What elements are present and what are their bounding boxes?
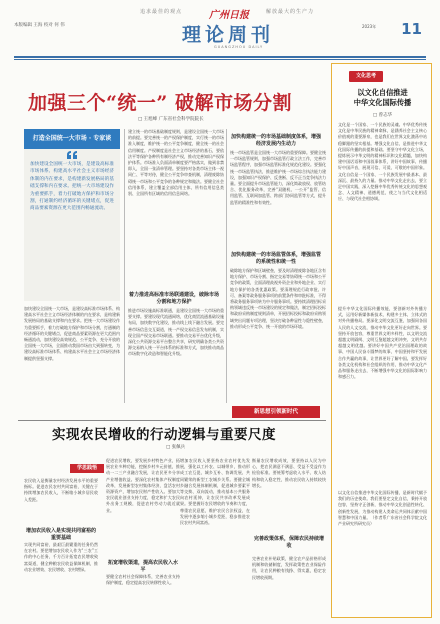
article1-body-col2-lower: 推进市场设施高标准联通，是建设全国统一大市场的重要支撑。要建设现代流通网络，优化商贸流通基础设施布局，加快数字化建设，推动线上线下融合发展。要完善市场信息交互渠道，统一产权交易信息发布机制，实现全国产权交易市场联通。要推动交易平台优化升级，深化公共资源交易平台整合共享，研究明确各类公共资源交易纳入统一平台体系的标准和方式，加快推动商品市场数字化改造和智能化升级。	[128, 308, 224, 357]
page-number: 11	[401, 20, 422, 38]
section-title-en: GUANGZHOU DAILY	[214, 45, 264, 49]
sidebar-header: 打造全国统一大市场 · 专家谈	[24, 129, 120, 149]
article2-body-col4-lower: 完善农业补贴政策，健全农产品价格形成机制和收储制度，发挥政策性农业保险作用，让农民种粮有钱挣、得实惠，稳定农民增收预期。	[252, 556, 326, 580]
article1-subhead-1: 加快构建统一的市场基础制度体系，增强经济发展内生动力	[230, 134, 321, 147]
banner-new-era: 新思想引领新时代	[232, 406, 320, 418]
right-headline-line1: 以文化自信推进	[357, 88, 408, 97]
right-body-1: 文化是一个国家、一个民族的灵魂。中华优秀传统文化是中华民族的精神命脉，是涵养社会主义核心价值观的重要源泉，也是我们在世界文化激荡中站稳脚跟的坚实根基。增强文化自信，是推进中华文化国际传播的前提和基础。要坚守中华文化立场，提炼展示中华文明的精神标识和文化精髓，加快构建中国话语和中国叙事体系，讲好中国故事、传播好中国声音，展现可信、可爱、可敬的中国形象。文化自信是一个国家、一个民族发展中最基本、最深沉、最持久的力量。推动中华文化走出去，要立足中国实践，深入挖掘中华优秀传统文化的思想观念、人文精神、道德规范，使之与当代文化相适应、与现代社会相协调。	[338, 122, 427, 202]
right-headline-line2: 中华文化国际传播	[353, 98, 412, 107]
article2-subhead-1: 增加农民收入是实现共同富裕的重要基础	[25, 528, 96, 541]
section-divider	[18, 420, 326, 421]
right-body-2: 提升中华文化国际传播效能，要创新对外传播方式，运用好新媒体新技术，构建多主体、立体式的对外传播格局。要深化文明交流互鉴，加强同各国人民的人文交流，推动中华文化更好走向世界。要坚持开放包容，尊重世界文明多样性，以文明交流超越文明隔阂、文明互鉴超越文明冲突、文明共存超越文明优越。要讲好中国共产党治国理政的故事、中国人民奋斗圆梦的故事、中国坚持和平发展合作共赢的故事，让世界更好了解中国。要发挥好各类文化机构和社会组织的作用，推动中华文化产品和服务走出去，不断增强中华文化的国际影响力和感召力。	[338, 306, 427, 380]
masthead-rule	[14, 56, 426, 58]
newspaper-logo: 广州日报	[209, 10, 249, 21]
byline-article2: □ 张佩兵	[166, 445, 186, 450]
col-divider-2	[226, 129, 227, 403]
headline-article1: 加强三个“统一” 破解市场分割	[28, 92, 292, 114]
article2-body-col4: 衡量农民增收成效，要坚持以人民为中心，把农民满意不满意、受益不受益作为检验标准。要统筹考虑收入水平、收入结构和收入稳定性，推动农民收入持续较快增长。	[252, 458, 326, 488]
masthead	[14, 6, 426, 52]
byline-article1: □ 王旭峰 广东省社会科学院院长	[138, 117, 204, 122]
section-title: 理论周刊	[182, 24, 275, 46]
article1-body-col1-lower: 加快建设全国统一大市场，是建设高标准市场体系、构建高水平社会主义市场经济体制的内在要求，是构建新发展格局的基础支撑和内在要求。把统一大市场建设作为重要抓手，着力打破地方保护和市场分割，打通制约经济循环的关键堵点，促进商品要素资源在更大范围内畅通流动，加快建设高效规范、公平竞争、充分开放的全国统一大市场，全面推动我国市场由大到强转变，为建设高标准市场体系、构建高水平社会主义市场经济体制提供坚强支撑。	[24, 306, 120, 361]
article2-body-col1-lower: 实现共同富裕，最艰巨最繁重的任务仍然在农村。要把增加农民收入作为“三农”工作的中心任务，千方百计拓宽农民增收致富渠道，健全种粮农民收益保障机制，推动农业增效、农民增收、农村增绿。	[24, 542, 98, 572]
slogan-left: 追求最佳的观点	[140, 9, 183, 15]
column-tag: 文化思考	[349, 71, 383, 82]
right-column-article	[331, 63, 432, 618]
article1-body-col3-lower: 破除地方保护和区域壁垒，要及时清理废除各地区含有地方保护、市场分割、指定交易等妨碍统一市场和公平竞争的政策，全面清理歧视外资企业和外地企业、实行地方保护的各类优惠政策。要清理规范行政审批、许可、备案等政务服务事项的前置条件和审批标准，不得将政务服务事项转为中介服务事项。要持续清理招标采购领域违反统一市场建设的规定和做法，制定招标投标和政府采购制度规则清单，开展招标投标和政府采购领域突出问题专项治理，坚决打破各种显性与隐性壁垒，推动形成公平竞争、统一开放的市场环境。	[230, 268, 326, 329]
sidebar-box	[24, 129, 120, 301]
article2-subhead-3: 完善政策体系，保障农民持续增收	[253, 536, 324, 549]
right-body-3: 以文化自信推进中华文化国际传播，是新时代赋予我们的历史使命。我们要坚定文化自信，秉持开放包容，坚持守正创新，推动中华文化创造性转化、创新性发展，为推动构建人类命运共同体贡献中国智慧和中国力量。（作者系广东省社会科学院文化产业研究所研究员）	[338, 490, 427, 527]
article1-body-col2: 建立统一的市场基础制度规则，是建设全国统一大市场的前提。要完善统一的产权保护制度，实行统一的市场准入制度，维护统一的公平竞争制度，健全统一的社会信用制度。产权制度是社会主义市场经济的基石，要依法平等保护各种所有制经济产权，推动完善知识产权保护体系。市场准入负面清单制度要严格落实，做到非禁即入，全国一张清单管理。要坚持对各类市场主体一视同仁、平等对待，健全公平竞争审查机制，清理废除妨碍统一市场和公平竞争的各种规定和做法。要健全社会信用体系，建立覆盖全部信用主体、所有信用信息类别、全国所有区域的信用信息网络。	[128, 129, 224, 197]
quote-icon	[67, 151, 77, 159]
sidebar-text: 加快建设全国统一大市场，是建设高标准市场体系、构建高水平社会主义市场经济体制的内在要求，是构建新发展格局的基础支撑和内在要求。把统一大市场建设作为重要抓手，着力打破地方保护和市场分割，打通制约经济循环的关键堵点，促进商品要素资源在更大范围内畅通流动。	[30, 162, 114, 212]
edition-info: 本版编辑 王海 校对 何 伟	[14, 23, 65, 28]
headline-article2: 实现农民增收的行动逻辑与重要尺度	[52, 427, 276, 443]
article2-subhead-2: 拓宽增收渠道，提高农民收入水平	[107, 560, 178, 573]
article1-body-col3: 统一市场监管是全国统一大市场的重要保障。要健全统一市场监管规则，加强市场监管行政立法工作，完善市场监管程序，加强市场监管标准化规范化建设。要强化统一市场监管执法，推进维护统一市场综合执法能力建设，加强知识产权保护、反垄断、反不正当竞争执法力量。要全面提升市场监管能力，深化简政放权、放管结合、优化服务改革，完善“双随机、一公开”监管、信用监管、互联网加监管、跨部门协同监管等方式，提升监管的精准性和有效性。	[230, 150, 326, 205]
right-byline: □ 曾志华	[372, 113, 393, 118]
article2-body-col2: 促进农民增收，要发展乡村特色产业，拓展农业多种功能，挖掘乡村多元价值，推动一二三产业融合发展，让农民更多分享产业增值收益。要深化农村集体产权制度改革，发展新型农村集体经济，盘活农村资源资产，增加农民财产性收入。要加大农民就业创业支持力度，稳定和扩大农民外出务工规模，促进农村劳动力就近就业。	[106, 458, 180, 513]
badge-study: 学思践悟	[70, 464, 104, 473]
article1-subhead-3: 加快构建统一的市场监管体系，增强监管的系统性和统一性	[230, 252, 321, 265]
issue-date: 2023年	[362, 24, 377, 29]
article2-body-col3: 增加农民收入要坚持农业农村优先发展，强化以工补农、以城带乡，推动形成工农互促、城乡互补、协调发展、共同繁荣的新型工农城乡关系。要健全城乡融合发展体制机制，促进城乡要素平等交换、双向流动，推动基本公共服务向农村延伸，让农民共享改革发展成果。要把握好农民增收的节奏和力度，尊重农民意愿，维护农民合法权益，在发展中逐步缩小城乡差距，稳步推进农民农村共同富裕。	[180, 458, 250, 526]
masthead-rule-thin	[14, 59, 426, 60]
article1-subhead-2: 着力推进高标准市场联通建设，破除市场分割和地方保护	[128, 292, 219, 305]
article2-body-col1: 农民收入是衡量农村经济发展水平的重要指标。促进农民农村共同富裕，关键在于持续增加农民收入，不断缩小城乡居民收入差距。	[24, 478, 98, 502]
slogan-right: 解放最大的生产力	[266, 9, 315, 15]
col-divider-1	[124, 129, 125, 403]
article2-body-col2-lower: 要健全农村社会保障体系，完善农业支持保护制度，稳定提高农民转移性收入。	[106, 574, 180, 586]
